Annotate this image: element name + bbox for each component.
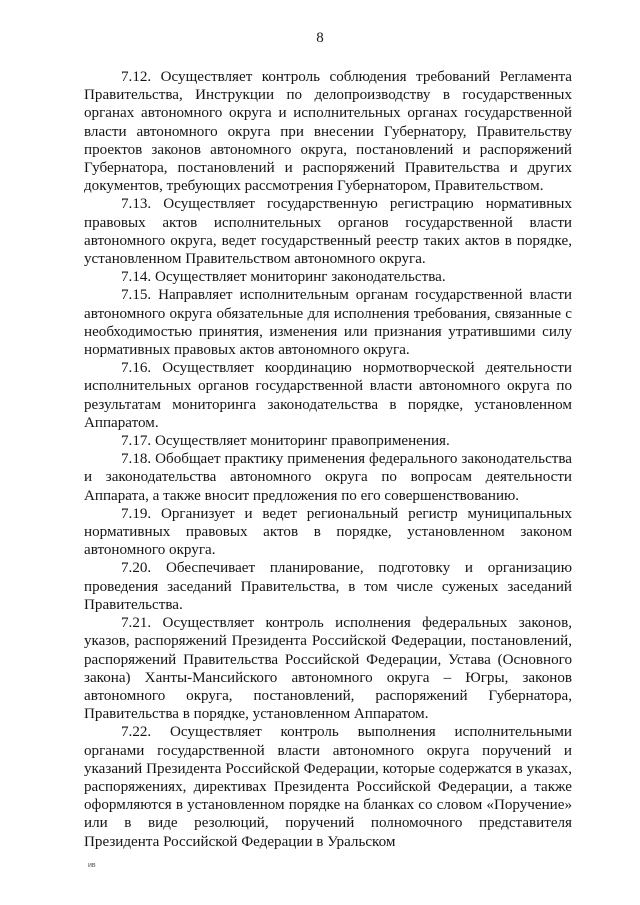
footer-mark: ив	[88, 862, 96, 869]
page-number: 8	[316, 30, 324, 46]
paragraph-7-17: 7.17. Осуществляет мониторинг правоприменения.	[121, 433, 450, 450]
paragraph-7-20: 7.20. Обеспечивает планирование, подготовку и организацию проведения заседаний Правительства, в том числе суженых заседаний Правительства.	[84, 560, 572, 613]
paragraph-7-15: 7.15. Направляет исполнительным органам государственной власти автономного округа обязательные для исполнения требования, связанные с необходимостью принятия, изменения или признания утратившими силу нормативных правовых актов автономного округа.	[84, 287, 572, 359]
paragraph-7-19: 7.19. Организует и ведет региональный регистр муниципальных нормативных правовых актов в порядке, установленном законом автономного округа.	[84, 505, 572, 559]
paragraph-7-13: 7.13. Осуществляет государственную регистрацию нормативных правовых актов исполнительных органов государственной власти автономного округа, ведет государственный реестр таких актов в порядке, установленном Правительством автономного округа.	[84, 196, 572, 268]
paragraph-7-18: 7.18. Обобщает практику применения федерального законодательства и законодательства автономного округа по вопросам деятельности Аппарата, а также вносит предложения по его совершенствованию.	[84, 451, 572, 504]
paragraph-7-22: 7.22. Осуществляет контроль выполнения исполнительными органами государственной власти автономного округа поручений и указаний Президента Российской Федерации, которые содержатся в указах, распоряжениях, директивах Президента Российской Федерации, а также оформляются в установленном порядке на бланках со словом «Поручение» или в виде резолюций, поручений полномочного представителя Президента Российской Федерации в Уральском	[84, 724, 572, 850]
paragraph-7-12: 7.12. Осуществляет контроль соблюдения требований Регламента Правительства, Инструкции по делопроизводству в государственных органах автономного округа и исполнительных органах государственной власти автономного округа при внесении Губернатору, Правительству проектов законов автономного округа, постановлений и распоряжений Губернатора, постановлений и распоряжений Правительства и других документов, требующих рассмотрения Губернатором, Правительством.	[84, 69, 572, 195]
document-body	[84, 68, 572, 851]
paragraph-7-16: 7.16. Осуществляет координацию нормотворческой деятельности исполнительных органов государственной власти автономного округа по результатам мониторинга законодательства в порядке, установленном Аппаратом.	[84, 360, 572, 431]
paragraph-7-14: 7.14. Осуществляет мониторинг законодательства.	[121, 269, 446, 286]
paragraph-7-21: 7.21. Осуществляет контроль исполнения федеральных законов, указов, распоряжений Президента Российской Федерации, постановлений, распоряжений Правительства Российской Федерации, Устава (Основного закона) Ханты-Мансийского автономного округа – Югры, законов автономного округа, постановлений, распоряжений Губернатора, Правительства в порядке, установленном Аппаратом.	[84, 615, 572, 723]
